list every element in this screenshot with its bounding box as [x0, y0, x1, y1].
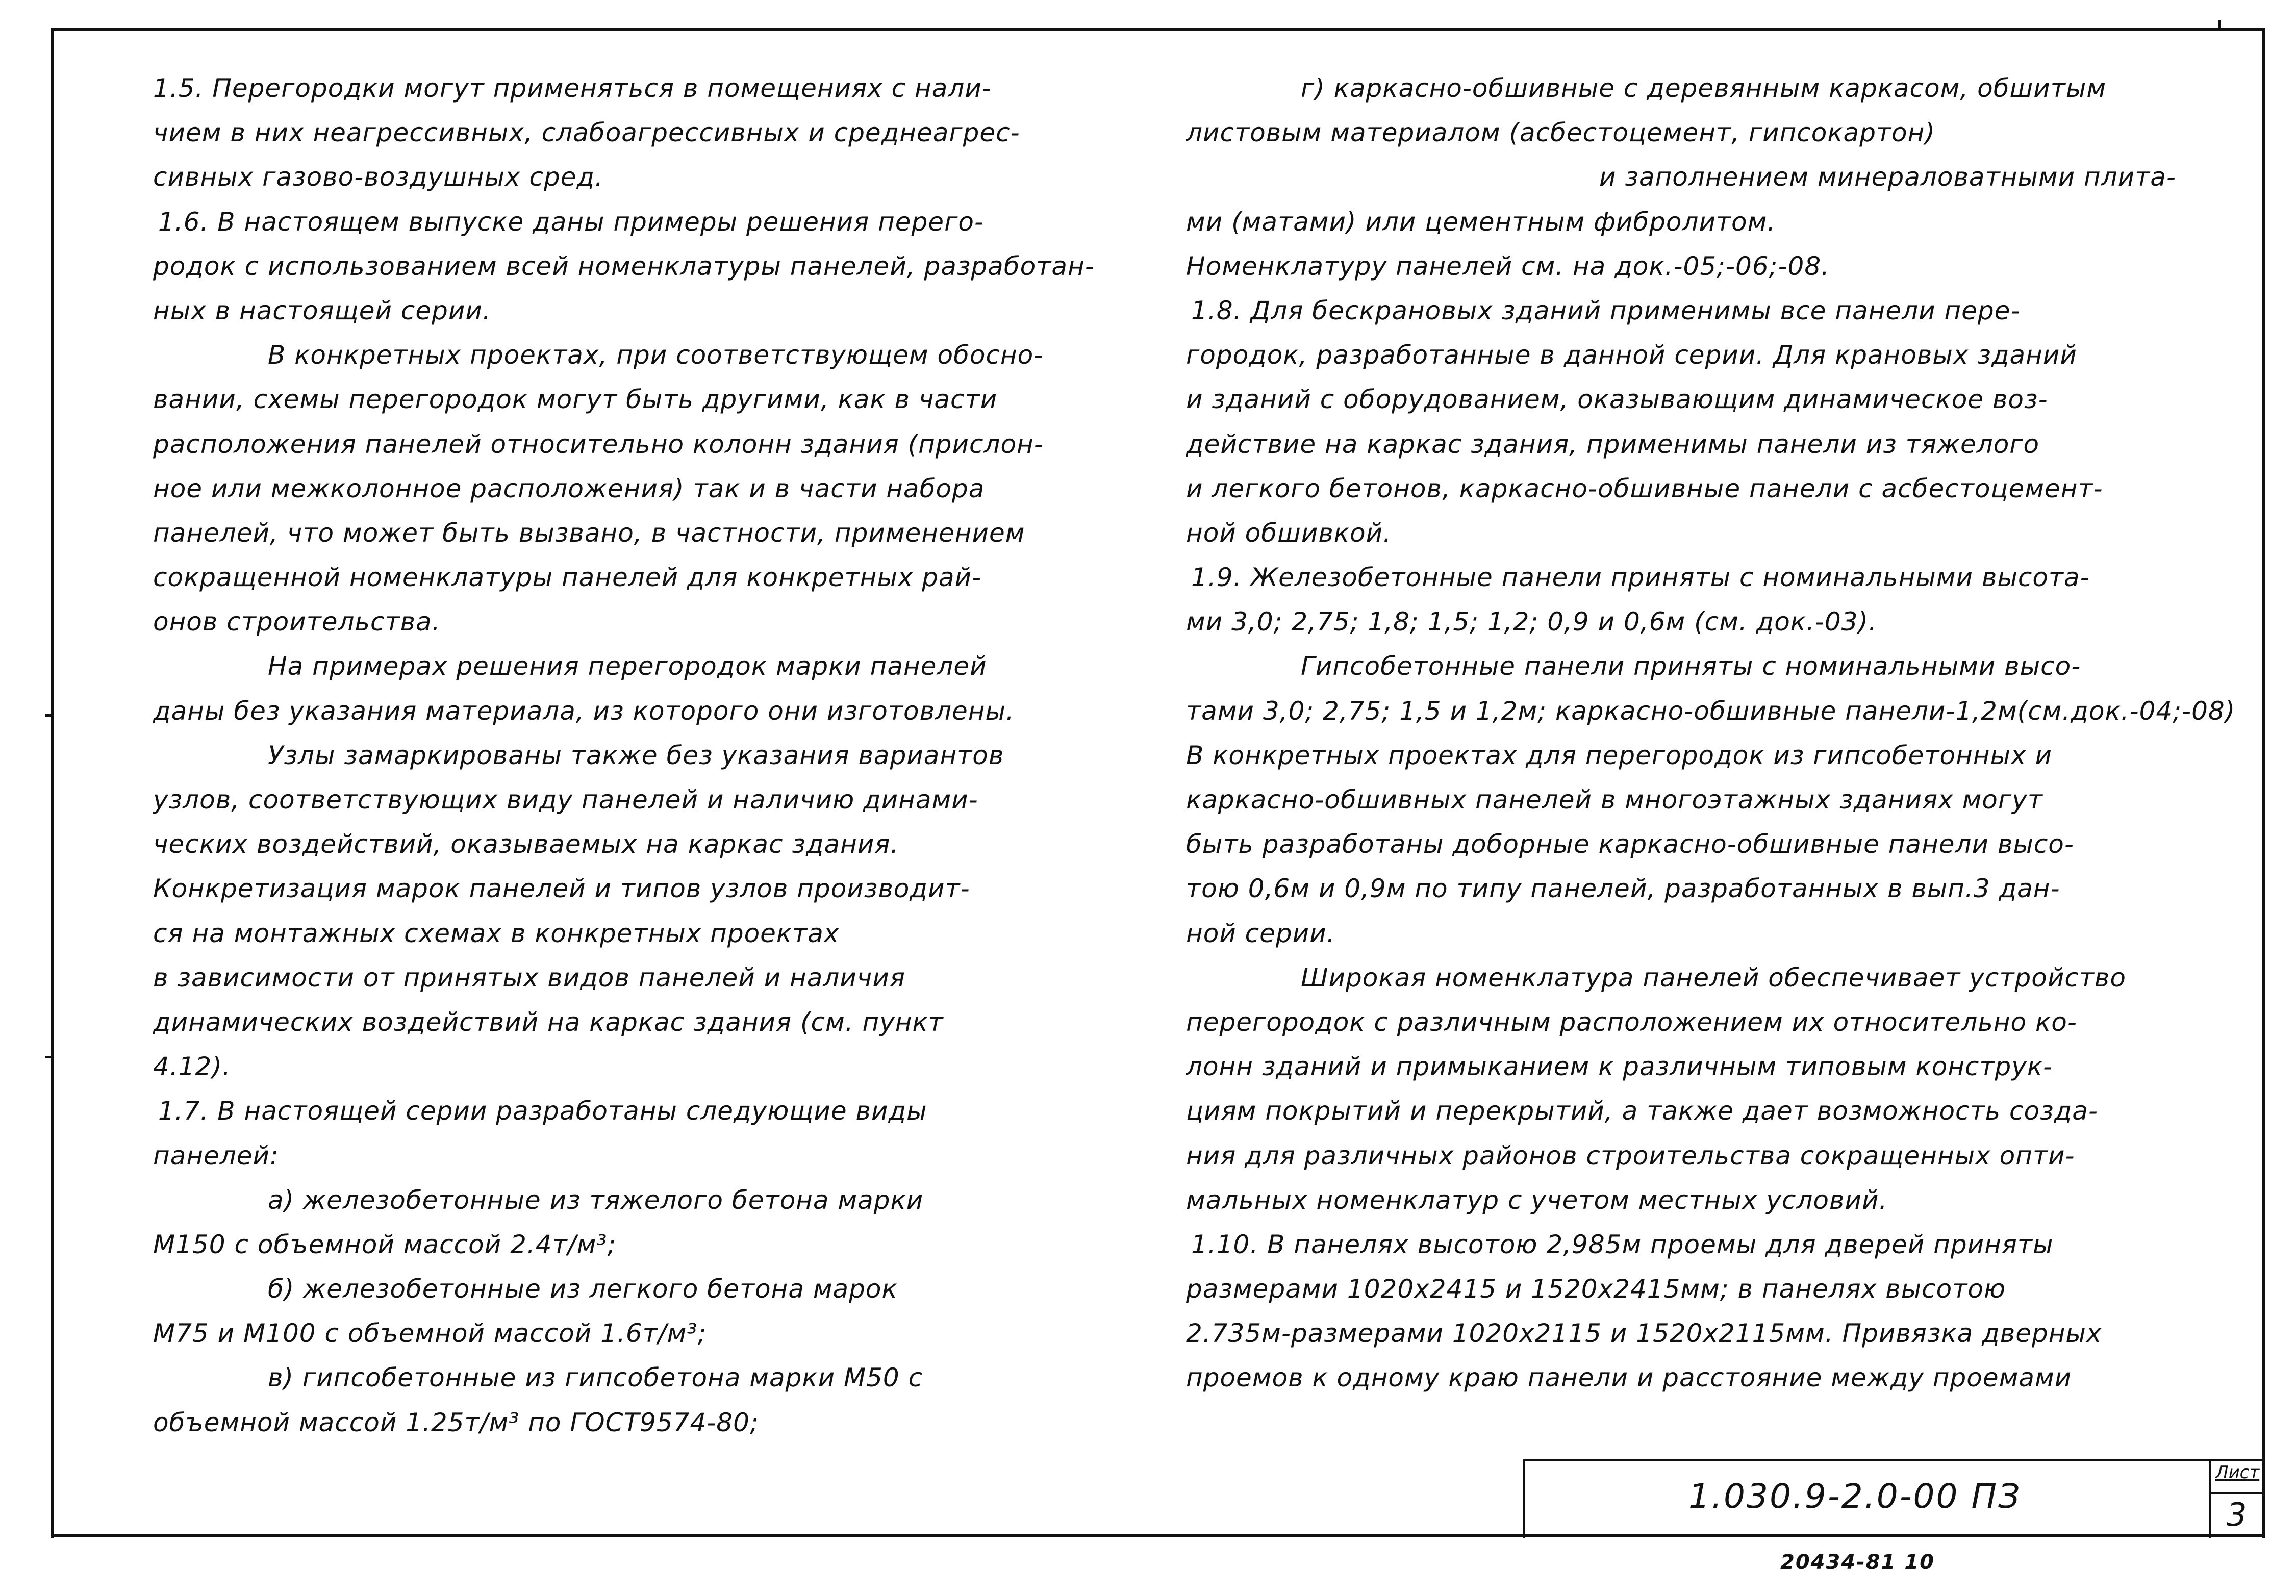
archive-stamp: 20434-81 10: [1780, 1551, 1935, 1574]
text-line: 4.12).: [153, 1052, 231, 1082]
text-line: расположения панелей относительно колонн здания (прислон-: [153, 429, 1044, 459]
text-line: быть разработаны доборные каркасно-обшивные панели высо-: [1186, 829, 2074, 859]
text-line: объемной массой 1.25т/м³ по ГОСТ9574-80;: [153, 1407, 759, 1437]
text-line: каркасно-обшивных панелей в многоэтажных зданиях могут: [1186, 785, 2043, 815]
text-line: М150 с объемной массой 2.4т/м³;: [153, 1229, 617, 1259]
text-line: тою 0,6м и 0,9м по типу панелей, разработанных в вып.3 дан-: [1186, 874, 2060, 904]
text-line: в) гипсобетонные из гипсобетона марки М50 с: [268, 1363, 923, 1393]
text-line: Узлы замаркированы также без указания вариантов: [268, 740, 1004, 770]
text-line: размерами 1020х2415 и 1520х2415мм; в панелях высотою: [1186, 1274, 2006, 1304]
sheet-number: 3: [2227, 1496, 2247, 1533]
text-line: и зданий с оборудованием, оказывающим динамическое воз-: [1186, 385, 2048, 415]
text-line: и легкого бетонов, каркасно-обшивные панели с асбестоцемент-: [1186, 473, 2103, 503]
text-line: ся на монтажных схемах в конкретных проектах: [153, 918, 840, 948]
text-line: В конкретных проектах для перегородок из гипсобетонных и: [1186, 740, 2052, 770]
sheet-divider: [2211, 1492, 2265, 1494]
text-line: ми 3,0; 2,75; 1,8; 1,5; 1,2; 0,9 и 0,6м (см. док.-03).: [1186, 607, 1877, 637]
text-line: В конкретных проектах, при соответствующем обосно-: [268, 340, 1044, 370]
text-line: ных в настоящей серии.: [153, 295, 491, 325]
text-line: даны без указания материала, из которого они изготовлены.: [153, 696, 1015, 726]
text-line: Конкретизация марок панелей и типов узлов производит-: [153, 874, 970, 904]
binding-tick: [45, 1056, 52, 1058]
text-line: М75 и М100 с объемной массой 1.6т/м³;: [153, 1319, 707, 1349]
text-line: чием в них неагрессивных, слабоагрессивных и среднеагрес-: [153, 118, 1020, 148]
sheet-cell: [2209, 1461, 2265, 1538]
text-line: Номенклатуру панелей см. на док.-05;-06;-08.: [1186, 251, 1830, 281]
text-line: На примерах решения перегородок марки панелей: [268, 651, 987, 681]
text-line: циям покрытий и перекрытий, а также дает возможность созда-: [1186, 1096, 2098, 1126]
text-line: узлов, соответствующих виду панелей и наличию динами-: [153, 785, 978, 815]
corner-mark: [2218, 20, 2221, 31]
text-line: родок с использованием всей номенклатуры панелей, разработан-: [153, 251, 1095, 281]
sheet-label: Лист: [2215, 1462, 2260, 1483]
text-line: ми (матами) или цементным фибролитом.: [1186, 207, 1776, 237]
text-line: действие на каркас здания, применимы панели из тяжелого: [1186, 429, 2040, 459]
right-text-column: [1186, 66, 2250, 1401]
text-line: 1.10. В панелях высотою 2,985м проемы для дверей приняты: [1191, 1229, 2054, 1259]
text-line: 1.8. Для бескрановых зданий применимы все панели пере-: [1191, 295, 2021, 325]
left-text-column: [153, 66, 1112, 1445]
text-line: панелей, что может быть вызвано, в частности, применением: [153, 518, 1025, 548]
text-line: сокращенной номенклатуры панелей для конкретных рай-: [153, 563, 982, 593]
binding-tick: [45, 714, 52, 717]
text-line: 1.7. В настоящей серии разработаны следующие виды: [158, 1096, 927, 1126]
title-block: [1523, 1459, 2265, 1538]
text-line: и заполнением минераловатными плита-: [1599, 162, 2176, 192]
document-code: 1.030.9-2.0-00 ПЗ: [1688, 1477, 2022, 1516]
text-line: ной серии.: [1186, 918, 1335, 948]
text-line: ния для различных районов строительства сокращенных опти-: [1186, 1141, 2075, 1171]
text-line: а) железобетонные из тяжелого бетона марки: [268, 1185, 924, 1215]
text-line: в зависимости от принятых видов панелей и наличия: [153, 962, 905, 993]
text-line: 1.9. Железобетонные панели приняты с номинальными высота-: [1191, 563, 2090, 593]
text-line: г) каркасно-обшивные с деревянным каркасом, обшитым: [1301, 73, 2107, 103]
text-line: динамических воздействий на каркас здания (см. пункт: [153, 1007, 944, 1037]
text-line: мальных номенклатур с учетом местных условий.: [1186, 1185, 1888, 1215]
text-line: ческих воздействий, оказываемых на каркас здания.: [153, 829, 899, 859]
text-line: онов строительства.: [153, 607, 441, 637]
text-line: вании, схемы перегородок могут быть другими, как в части: [153, 385, 998, 415]
text-line: ное или межколонное расположения) так и в части набора: [153, 473, 985, 503]
text-line: Гипсобетонные панели приняты с номинальными высо-: [1301, 651, 2081, 681]
text-line: 1.5. Перегородки могут применяться в помещениях с нали-: [153, 73, 992, 103]
text-line: тами 3,0; 2,75; 1,5 и 1,2м; каркасно-обшивные панели-1,2м(см.док.-04;-08): [1186, 696, 2236, 726]
text-line: перегородок с различным расположением их относительно ко-: [1186, 1007, 2077, 1037]
text-line: проемов к одному краю панели и расстояние между проемами: [1186, 1363, 2072, 1393]
text-line: ной обшивкой.: [1186, 518, 1392, 548]
text-line: б) железобетонные из легкого бетона марок: [268, 1274, 898, 1304]
text-line: 2.735м-размерами 1020х2115 и 1520х2115мм. Привязка дверных: [1186, 1319, 2102, 1349]
text-line: лонн зданий и примыканием к различным типовым конструк-: [1186, 1052, 2053, 1082]
text-line: листовым материалом (асбестоцемент, гипсокартон): [1186, 118, 1935, 148]
text-line: 1.6. В настоящем выпуске даны примеры решения перего-: [158, 207, 984, 237]
text-line: панелей:: [153, 1141, 279, 1171]
text-line: сивных газово-воздушных сред.: [153, 162, 603, 192]
text-line: Широкая номенклатура панелей обеспечивает устройство: [1301, 962, 2126, 993]
text-line: городок, разработанные в данной серии. Для крановых зданий: [1186, 340, 2077, 370]
